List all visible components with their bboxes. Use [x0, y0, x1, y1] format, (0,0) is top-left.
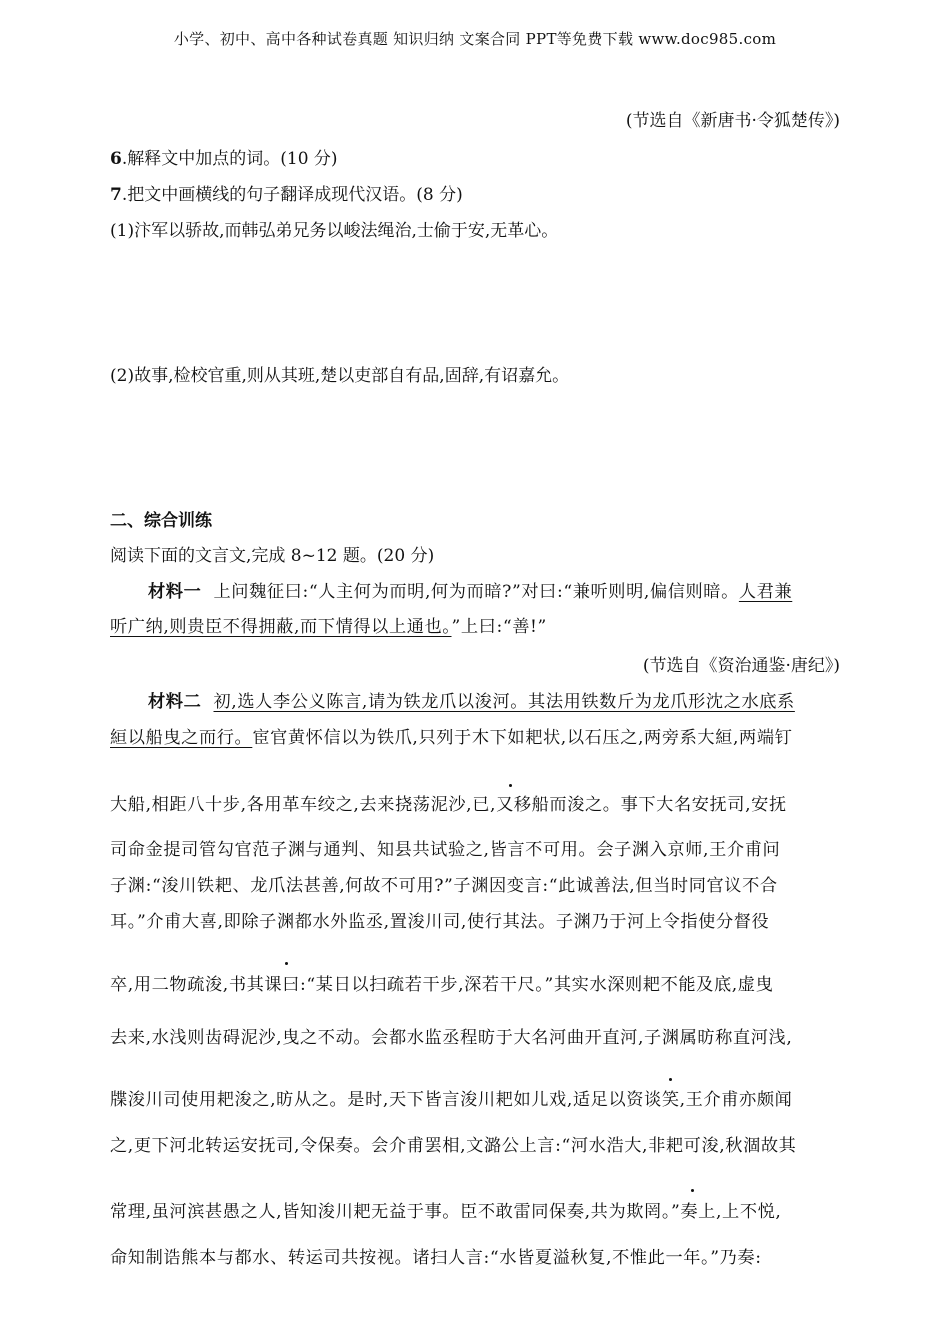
section-heading: 二、综合训练: [110, 511, 212, 531]
material-2-line-5: 子渊:“浚川铁耙、龙爪法甚善,何故不可用?”子渊因变言:“此诚善法,但当时同官议不合: [110, 876, 778, 896]
material-2-line-6: 耳。”介甫大喜,即除子渊都水外监丞,置浚川司,使行其法。子渊乃于河上令指使分督役: [110, 912, 770, 932]
source-citation-1: (节选自《新唐书·令狐楚传》): [625, 111, 840, 131]
question-text: .解释文中加点的词。(10 分): [121, 149, 338, 169]
emphasis-dot: [691, 1189, 694, 1192]
material-label: 材料一: [148, 582, 202, 602]
material-2-line-7: 卒,用二物疏浚,书其课曰:“某日以扫疏若干步,深若干尺。”其实水深则耙不能及底,虚曳: [110, 975, 774, 995]
underlined-sentence: 絙以船曳之而行。: [110, 728, 253, 748]
underlined-sentence: 听广纳,则贵臣不得拥蔽,而下情得以上通也。: [110, 617, 452, 637]
question-7-part-2: (2)故事,检校官重,则从其班,楚以吏部自有品,固辞,有诏嘉允。: [110, 366, 570, 386]
question-7-part-1: (1)汴军以骄故,而韩弘弟兄务以峻法绳治,士偷于安,无革心。: [110, 221, 559, 241]
question-number: 6: [110, 149, 122, 169]
emphasis-dot: [509, 784, 512, 787]
reading-instruction: 阅读下面的文言文,完成 8~12 题。(20 分): [110, 546, 435, 566]
source-citation-2: (节选自《资治通鉴·唐纪》): [642, 656, 840, 676]
material-2-line-2: 絙以船曳之而行。宦官黄怀信以为铁爪,只列于木下如耙状,以石压之,两旁系大絙,两端钉: [110, 728, 793, 748]
underlined-sentence: 初,选人李公义陈言,请为铁龙爪以浚河。其法用铁数斤为龙爪形沈之水底系: [213, 692, 795, 712]
material-2-line-10: 之,更下河北转运安抚司,令保奏。会介甫罢相,文潞公上言:“河水浩大,非耙可浚,秋涸故其: [110, 1136, 797, 1156]
question-6: [110, 144, 338, 169]
material-2-line-8: 去来,水浅则齿碍泥沙,曳之不动。会都水监丞程昉于大名河曲开直河,子渊属昉称直河浅,: [110, 1028, 793, 1048]
material-2-line-4: 司命金提司管勾官范子渊与通判、知县共试验之,皆言不可用。会子渊入京师,王介甫问: [110, 840, 781, 860]
underlined-sentence: 人君兼: [738, 582, 793, 602]
material-label: 材料二: [148, 692, 202, 712]
question-number: 7: [110, 185, 122, 205]
material-2-line-1: [148, 687, 795, 712]
emphasis-dot: [669, 1078, 672, 1081]
material-2-line-9: 牒浚川司使用耙浚之,昉从之。是时,天下皆言浚川耙如儿戏,适足以资谈笑,王介甫亦颇闻: [110, 1090, 793, 1110]
material-1-line-1: 材料一 上问魏征曰:“人主何为而明,何为而暗?”对曰:“兼听则明,偏信则暗。人君兼: [148, 582, 793, 602]
question-7: [110, 180, 463, 205]
material-2-line-11: 常理,虽河滨甚愚之人,皆知浚川耙无益于事。臣不敢雷同保奏,共为欺罔。”奏上,上不悦,: [110, 1202, 782, 1222]
material-1-line-2: 听广纳,则贵臣不得拥蔽,而下情得以上通也。”上曰:“善!”: [110, 617, 547, 637]
material-2-line-12: 命知制诰熊本与都水、转运司共按视。诸扫人言:“水皆夏溢秋复,不惟此一年。”乃奏:: [110, 1248, 762, 1268]
question-text: .把文中画横线的句子翻译成现代汉语。(8 分): [121, 185, 463, 205]
material-2-line-3: 大船,相距八十步,各用革车绞之,去来挠荡泥沙,已,又移船而浚之。事下大名安抚司,安抚: [110, 795, 787, 815]
emphasis-dot: [285, 962, 288, 965]
page-header: 小学、初中、高中各种试卷真题 知识归纳 文案合同 PPT等免费下载 www.doc985.com: [173, 30, 777, 48]
